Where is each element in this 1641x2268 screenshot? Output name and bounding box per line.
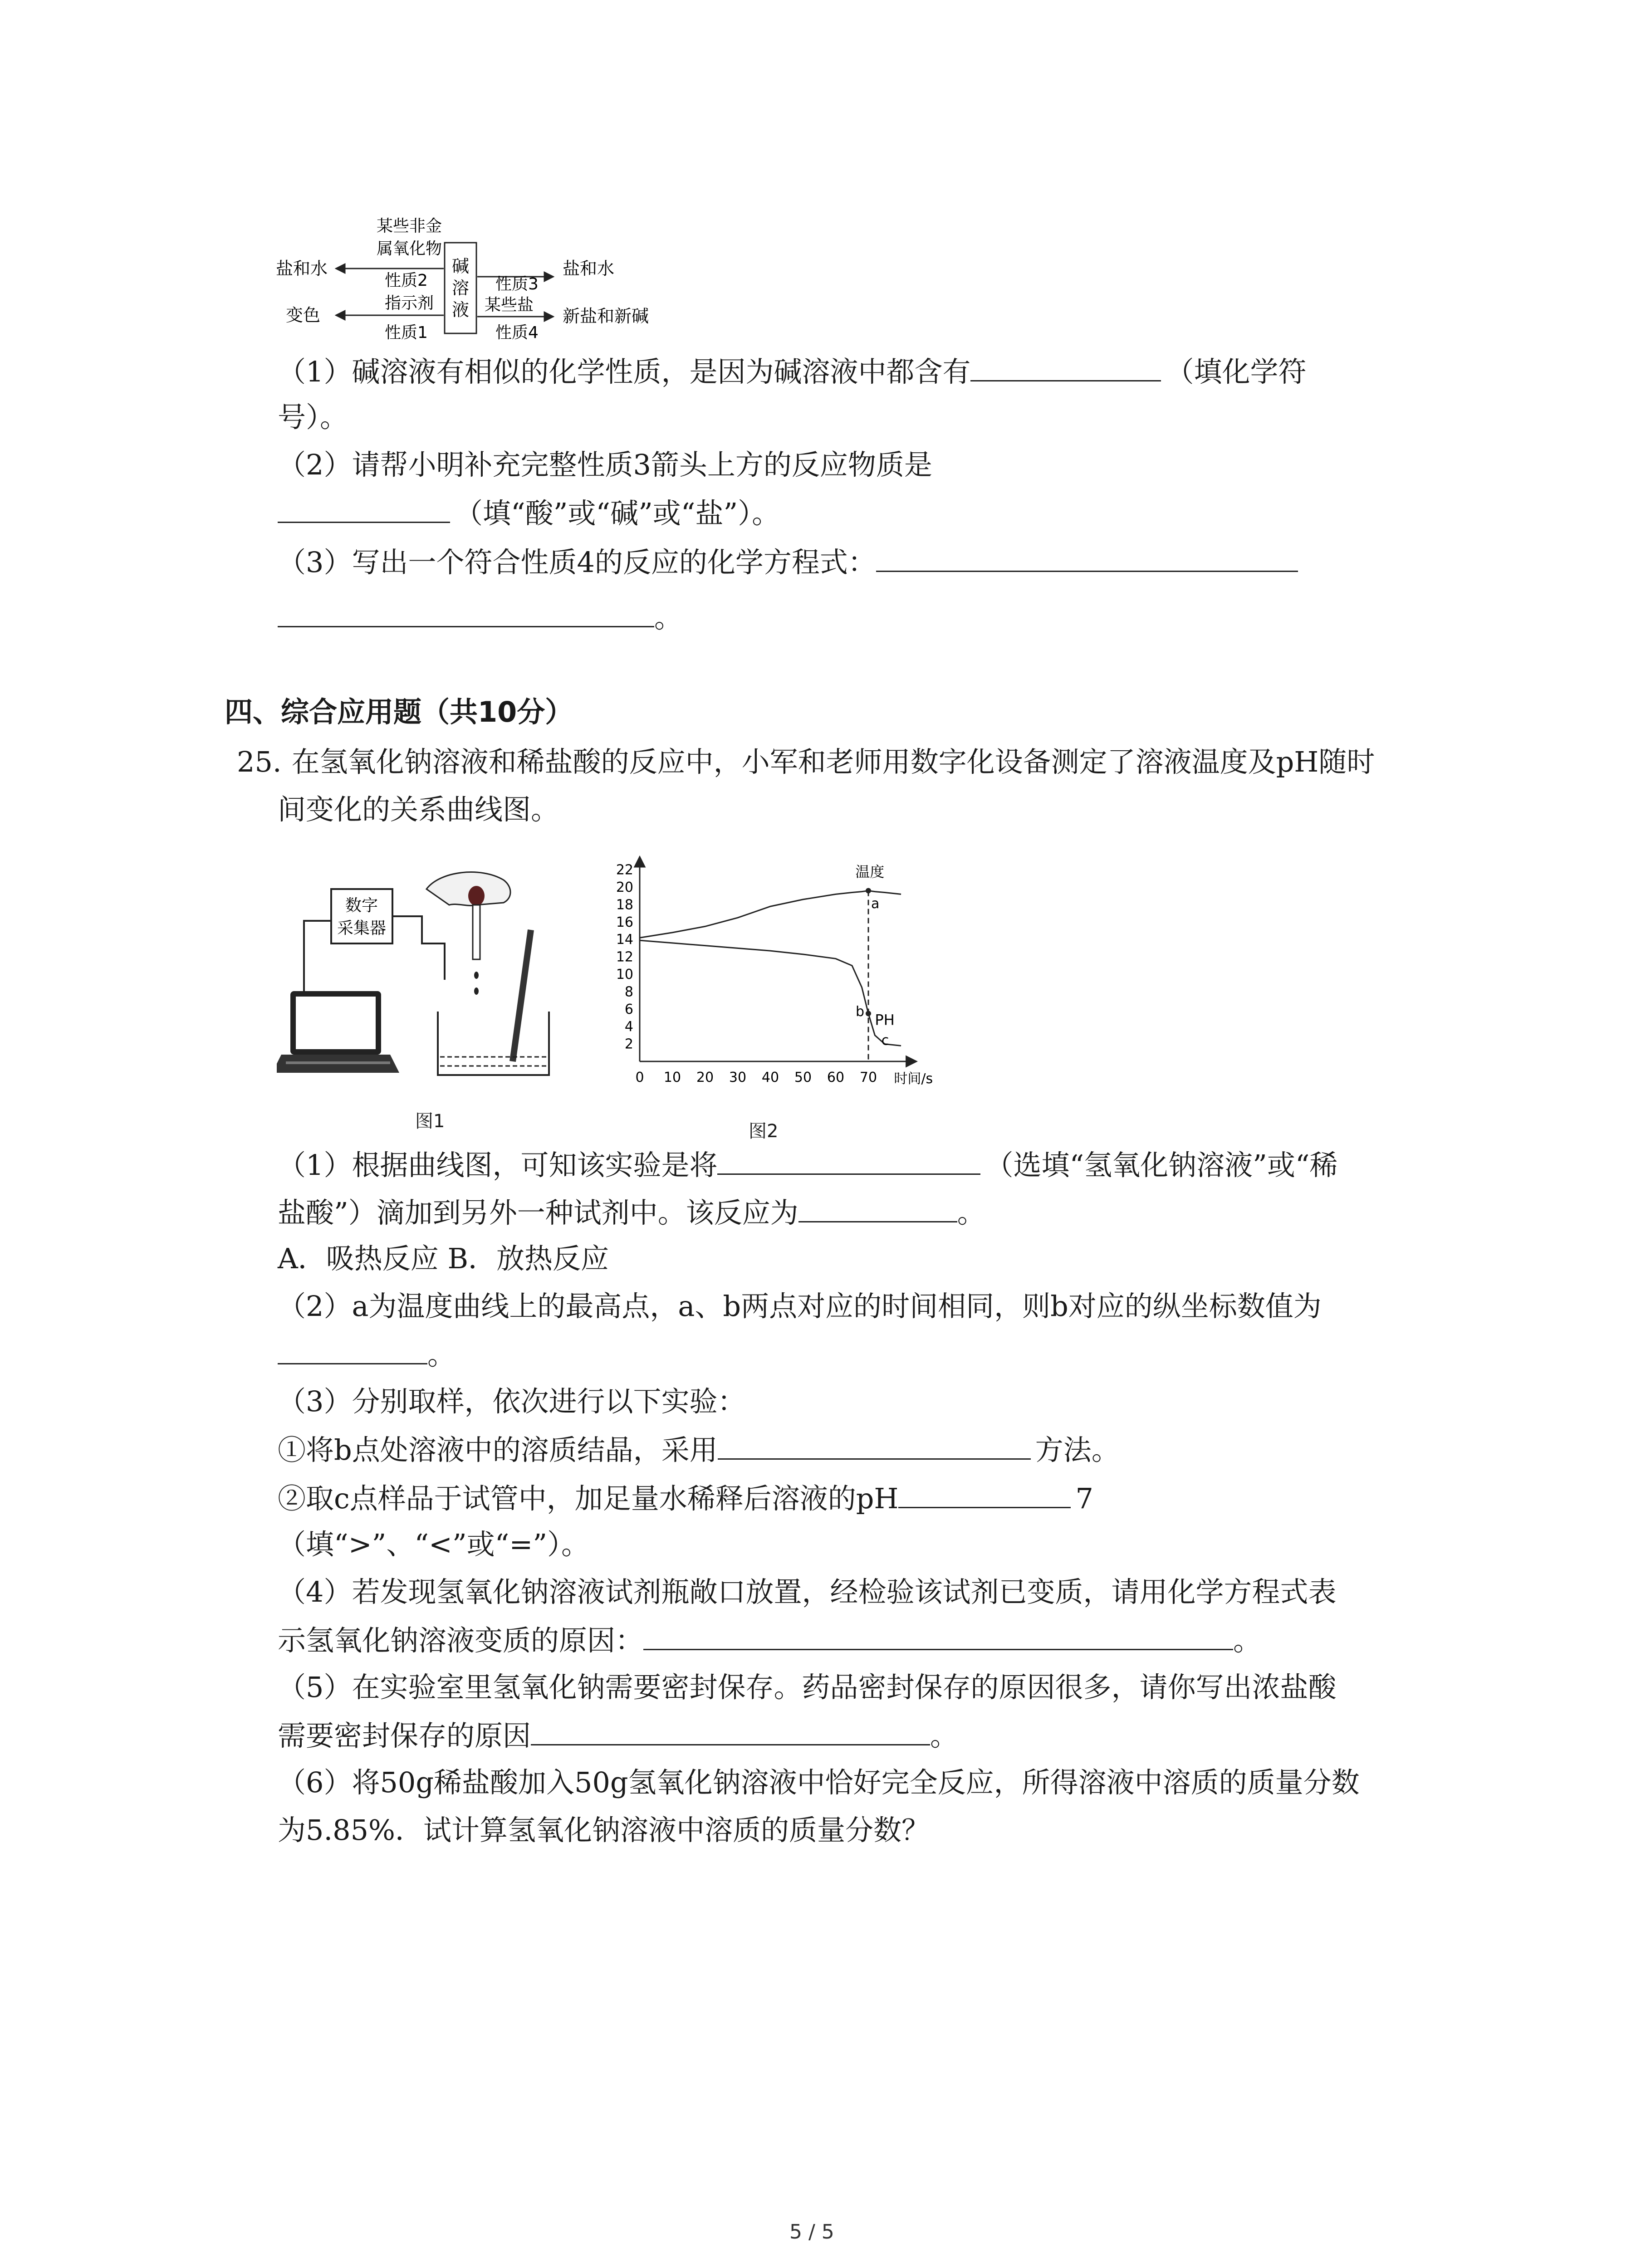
base-properties-svg — [272, 213, 681, 349]
point-c-label: c — [881, 1032, 889, 1049]
top-left-reactant-l1: 某些非金 — [377, 217, 442, 235]
q24-part3-line1: （3）写出一个符合性质4的反应的化学方程式： — [278, 543, 1298, 581]
q25-stem-line2: 间变化的关系曲线图。 — [278, 793, 559, 826]
q25-blank-2[interactable] — [798, 1194, 957, 1222]
y-tick-label: 8 — [624, 984, 633, 1000]
q25-blank-1[interactable] — [717, 1146, 980, 1175]
y-tick-label: 14 — [616, 932, 633, 948]
drop-1 — [474, 972, 479, 979]
x-axis-label: 时间/s — [894, 1071, 933, 1087]
right-top-product: 盐和水 — [563, 259, 615, 279]
q25-blank-3[interactable] — [278, 1336, 427, 1364]
figure-1-apparatus — [277, 862, 576, 1089]
x-tick-label: 0 — [635, 1070, 644, 1085]
q25-part6-line2: 为5.85%．试计算氢氧化钠溶液中溶质的质量分数？ — [278, 1813, 930, 1847]
q25-part3-intro: （3）分别取样，依次进行以下实验： — [278, 1385, 746, 1418]
left-top-property: 性质2 — [385, 271, 428, 290]
q25-part2-line2: 。 — [278, 1336, 456, 1373]
data-collector-label-2: 采集器 — [337, 919, 387, 938]
q25-part4-line1: （4）若发现氢氧化钠溶液试剂瓶敞口放置，经检验该试剂已变质，请用化学方程式表 — [278, 1575, 1337, 1608]
figure-2-chart — [599, 835, 944, 1098]
q24-part2-line1: （2）请帮小明补充完整性质3箭头上方的反应物质是 — [278, 448, 932, 481]
q25-blank-5[interactable] — [898, 1480, 1071, 1508]
point-b-marker — [866, 1011, 871, 1016]
x-tick-label: 30 — [729, 1070, 747, 1085]
q25-part1-line2: 盐酸”）滴加到另外一种试剂中。该反应为 。 — [278, 1194, 985, 1231]
q25-part4-line2: 示氢氧化钠溶液变质的原因： 。 — [278, 1622, 1261, 1659]
right-bottom-property: 性质4 — [495, 323, 539, 342]
left-mid-reactant: 指示剂 — [385, 294, 434, 313]
q25-part5-line1: （5）在实验室里氢氧化钠需要密封保存。药品密封保存的原因很多，请你写出浓盐酸 — [278, 1671, 1337, 1704]
figure-2-caption: 图2 — [749, 1121, 779, 1142]
page-number: 5 / 5 — [789, 2220, 834, 2244]
right-top-property: 性质3 — [495, 275, 539, 293]
x-tick-label: 10 — [663, 1070, 681, 1085]
q25-part3-step2: ②取c点样品于试管中，加足量水稀释后溶液的pH 7 — [278, 1480, 1093, 1517]
hand — [426, 872, 510, 906]
apparatus-svg — [277, 862, 576, 1089]
top-left-reactant-l2: 属氧化物 — [377, 240, 442, 258]
q24-part3-line2: 。 — [278, 599, 682, 636]
q25-part6-line1: （6）将50g稀盐酸加入50g氢氧化钠溶液中恰好完全反应，所得溶液中溶质的质量分数 — [278, 1766, 1360, 1799]
q24-blank-3a[interactable] — [876, 543, 1298, 572]
point-b-label: b — [856, 1004, 865, 1020]
series-label-ph: PH — [875, 1011, 895, 1029]
q24-part1-line2: 号）。 — [278, 401, 348, 434]
x-tick-label: 60 — [827, 1070, 845, 1085]
q25-stem-line1: 25. 在氢氧化钠溶液和稀盐酸的反应中，小军和老师用数字化设备测定了溶液温度及pH随时 — [237, 745, 1375, 778]
x-tick-label: 50 — [794, 1070, 812, 1085]
y-tick-label: 2 — [624, 1036, 633, 1052]
q25-part5-line2: 需要密封保存的原因 。 — [278, 1717, 958, 1754]
dropper-tube — [473, 905, 480, 959]
y-tick-label: 4 — [624, 1019, 633, 1035]
left-bottom-property: 性质1 — [385, 323, 428, 342]
temperature-ph-chart — [599, 835, 944, 1098]
y-tick-label: 20 — [616, 880, 633, 895]
q24-blank-3b[interactable] — [278, 599, 654, 627]
base-properties-diagram — [272, 213, 681, 349]
center-char-3: 液 — [451, 300, 470, 320]
q25-blank-7[interactable] — [531, 1717, 930, 1745]
q25-part3-step1: ①将b点处溶液中的溶质结晶，采用 方法。 — [278, 1431, 1120, 1468]
dropper-bulb — [468, 886, 485, 906]
series-line-temperature — [640, 891, 901, 938]
x-tick-label: 40 — [761, 1070, 779, 1085]
left-top-product: 盐和水 — [276, 259, 328, 279]
section-4-title: 四、综合应用题（共10分） — [225, 695, 573, 728]
data-collector-label-1: 数字 — [345, 896, 378, 915]
laptop-screen — [296, 997, 376, 1049]
point-a-marker — [866, 888, 871, 894]
q24-part1-line1: （1）碱溶液有相似的化学性质，是因为碱溶液中都含有 （填化学符 — [278, 353, 1306, 390]
q25-blank-6[interactable] — [643, 1622, 1233, 1650]
y-tick-label: 18 — [616, 897, 633, 913]
figure-1-caption: 图1 — [415, 1111, 445, 1132]
y-tick-label: 16 — [616, 914, 633, 930]
point-a-label: a — [871, 896, 880, 912]
x-tick-label: 70 — [859, 1070, 877, 1085]
drop-2 — [474, 987, 479, 995]
y-tick-label: 10 — [616, 967, 633, 982]
series-line-ph — [640, 940, 901, 1046]
y-tick-label: 22 — [616, 862, 633, 878]
probe-rod — [513, 930, 531, 1061]
left-bottom-product: 变色 — [286, 305, 321, 325]
q25-part3-step2-hint: （填“>”、“<”或“=”）。 — [278, 1528, 590, 1561]
y-tick-label: 6 — [624, 1001, 633, 1017]
q25-blank-4[interactable] — [718, 1431, 1031, 1460]
laptop-wire — [304, 921, 331, 993]
q25-part1-options: A．吸热反应 B．放热反应 — [278, 1242, 609, 1275]
center-char-2: 溶 — [451, 278, 470, 298]
q25-part2-line1: （2）a为温度曲线上的最高点，a、b两点对应的时间相同，则b对应的纵坐标数值为 — [278, 1290, 1322, 1323]
probe-wire — [392, 916, 445, 980]
x-tick-label: 20 — [696, 1070, 714, 1085]
q24-part2-line2: （填“酸”或“碱”或“盐”）。 — [278, 494, 780, 532]
right-bottom-product: 新盐和新碱 — [563, 306, 649, 326]
right-mid-reactant: 某些盐 — [485, 296, 534, 314]
y-tick-label: 12 — [616, 949, 633, 965]
series-label-temperature: 温度 — [855, 863, 885, 880]
q24-blank-1[interactable] — [970, 353, 1161, 381]
center-char-1: 碱 — [451, 256, 470, 276]
q25-part1-line1: （1）根据曲线图，可知该实验是将 （选填“氢氧化钠溶液”或“稀 — [278, 1146, 1338, 1183]
q24-blank-2[interactable] — [278, 494, 450, 523]
